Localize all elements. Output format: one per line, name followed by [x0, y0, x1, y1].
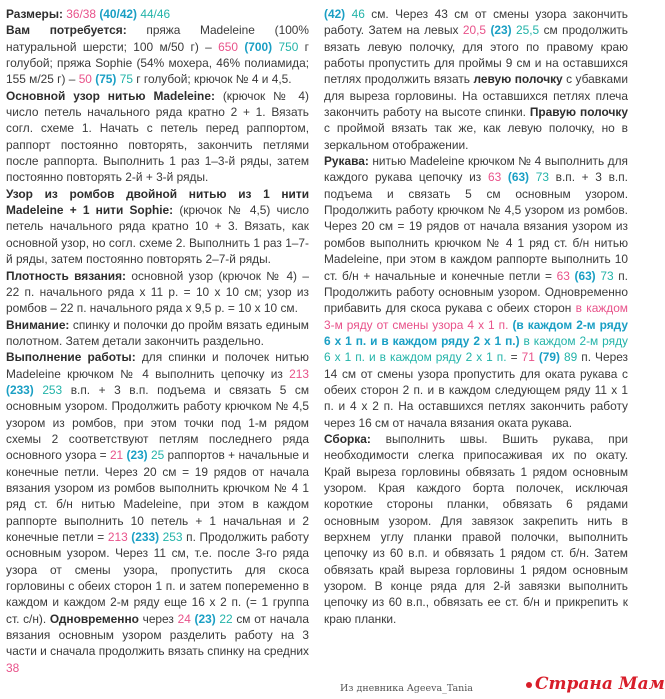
main-pattern-text: (крючок № 4) число петель начального ряда кратно 2 + 1. Вязать согл. схеме 1. Начать с петель перед раппортом, раппорт постоянно повторять, закончить петлями после раппорта. Выполнить 1 раз 1–3-й ряды, затем постоянно повторять 2-й + 3-й ряды.	[6, 88, 309, 185]
work-l: 22	[219, 611, 233, 626]
rhomb-pattern-label: Узор из ромбов двойной нитью из 1 нити Madeleine + 1 нити Sophie:	[6, 186, 309, 218]
size-a: 36/38	[66, 7, 97, 21]
materials-c: 750	[278, 39, 299, 54]
work-k: (23)	[194, 611, 216, 626]
right-c: 20,5	[462, 23, 487, 38]
watermark-text: Страна Мам	[535, 674, 665, 694]
work-text-5: через	[142, 611, 174, 626]
sleeves-text-1: нитью Madeleine крючком № 4 выполнить для каждого рукава цепочку из	[324, 154, 628, 185]
credit-line: Из дневника Ageeva_Tania	[340, 683, 473, 694]
work-c: 253	[42, 382, 63, 397]
sleeves-l: 89	[564, 350, 578, 365]
left-column	[6, 6, 309, 676]
attention-paragraph	[6, 317, 309, 350]
right-text-3: с убавками для выреза горловины. На оставшихся петлях плеча закончить работу на высоте спинки.	[324, 72, 628, 120]
materials-text-2: г голубой; пряжа Sophie (54% мохера, 46% полиамида; 155 м/25 г) –	[6, 39, 310, 87]
work-e: (23)	[126, 448, 148, 463]
sleeves-k: (79)	[538, 350, 560, 365]
sleeves-text-5: п. Через 14 см от смены узора пропустить для оката рукава с обеих сторон 2 п. и в каждом следующем ряду 11 х 1 п. и 4 х 2 п. На оставшихся петлях закончить работу через 16 см от начала вязания оката рукава.	[324, 350, 629, 430]
density-label: Плотность вязания:	[6, 268, 126, 283]
work-b: (233)	[6, 382, 34, 397]
work-h: (233)	[131, 530, 160, 544]
size-c: 44/46	[140, 7, 171, 21]
work-text-3: раппортов + начальные и конечные петли. Через 20 см = 19 рядов от начала вязания узором из ромбов выполнить крючком № 4 1 ряд ст. б/н нитью Madeleine, при этом в каждом раппорте выполнить 10 петель + 1 начальная и 2 конечные петли =	[6, 448, 309, 544]
materials-text-1: пряжа Madeleine (100% натуральной шерсти; 100 м/50 г) –	[6, 23, 309, 54]
work-label-2: Одновременно	[49, 611, 139, 626]
materials-e: (75)	[95, 72, 117, 87]
materials-a: 650	[218, 39, 238, 54]
work-text-6: см от начала вязания основным узором разделить работу на 3 части и сначала продолжить вязать спинку на средних	[6, 611, 309, 659]
sleeves-a: 63	[487, 170, 502, 185]
work-text-4: п. Продолжить работу основным узором. Через 11 см, т.е. после 3-го ряда узора от смены узора, пропустить для скоса горловины с обеих сторон 1 п. и затем попеременно в каждом и каждом 2-м ряду еще 16 х 2 п. (= 1 группа ст. с/н).	[6, 530, 309, 626]
sleeves-e: (63)	[574, 268, 596, 283]
watermark-logo	[526, 674, 665, 694]
work-m: 38	[6, 660, 20, 675]
density-text: основной узор (крючок № 4) – 22 п. начального ряда х 11 р. = 10 х 10 см; узор из ромбов – 22 п. начального ряда х 9,5 р. = 10 х 10 см.	[6, 268, 309, 316]
sleeves-g: в каждом 3-м ряду от смены узора 4 х 1 п.	[324, 301, 628, 332]
sleeves-text-3: п. Продолжить работу основным узором. Одновременно прибавить для скоса рукава с обеих сторон	[324, 268, 628, 316]
right-a: (42)	[324, 7, 346, 21]
work-text-2: в.п. + 3 в.п. подъема и связать 5 см основным узором. Продолжить работу крючком № 4,5 узором из ромбов, при этом точки под 1-м рядом схемы 2 соответствуют петлям последнего ряда основного узора =	[6, 382, 309, 463]
right-front-label: Правую полочку	[529, 105, 628, 120]
work-j: 24	[177, 611, 191, 626]
sizes-label: Размеры:	[6, 7, 63, 21]
sleeves-f: 73	[600, 268, 614, 283]
main-pattern-label: Основной узор нитью Madeleine:	[6, 88, 215, 103]
sleeves-h: (в каждом 2-м ряду 6 х 1 п. и в каждом ряду 2 х 1 п.)	[324, 317, 628, 348]
sleeves-i: в каждом 2-м ряду 6 х 1 п. и в каждом ряду 2 х 1 п.	[324, 333, 628, 365]
work-text-1: для спинки и полочек нитью Madeleine крючком № 4 выполнить цепочку из	[6, 350, 309, 381]
sleeves-d: 63	[556, 268, 570, 283]
materials-label: Вам потребуется:	[6, 23, 127, 38]
logo-dot-icon	[526, 682, 532, 688]
size-b: (40/42)	[99, 7, 138, 21]
assembly-paragraph	[324, 431, 628, 627]
materials-b: (700)	[244, 39, 273, 54]
attention-label: Внимание:	[6, 317, 70, 332]
back-continued-paragraph	[324, 6, 628, 153]
right-text-1: см. Через 43 см от смены узора закончить работу. Затем на левых	[324, 7, 628, 38]
assembly-label: Сборка:	[324, 431, 371, 446]
work-d: 21	[109, 448, 124, 463]
right-b: 46	[351, 7, 365, 21]
work-g: 213	[107, 530, 128, 544]
rhomb-pattern-paragraph	[6, 186, 309, 268]
sleeves-text-4: =	[510, 350, 518, 365]
work-i: 253	[162, 530, 183, 544]
sleeves-b: (63)	[507, 170, 530, 185]
density-paragraph	[6, 268, 309, 317]
work-label: Выполнение работы:	[6, 350, 136, 365]
sleeves-label: Рукава:	[324, 154, 369, 169]
materials-d: 50	[78, 72, 92, 87]
materials-f: 75	[119, 72, 133, 87]
right-text-2: см продолжить вязать левую полочку, для этого по правому краю работы пропустить для проймы 9 см и на оставшихся петлях продолжить вязать	[324, 23, 628, 87]
right-e: 25,5	[516, 23, 540, 38]
right-column	[324, 6, 628, 627]
sleeves-text-2: в.п. + 3 в.п. подъема и связать 5 см основным узором. Продолжить работу крючком № 4,5 узором из ромбов. Через 20 см = 19 рядов от начала вязания узором из ромбов выполнить крючком № 4 1 ряд ст. б/н нитью Madeleine, при этом в каждом раппорте выполнить 10 ст. б/н + начальные и конечные петли =	[324, 170, 628, 283]
work-a: 213	[289, 366, 309, 381]
attention-text: спинку и полочки до пройм вязать единым полотном. Затем детали закончить раздельно.	[6, 317, 309, 348]
sleeves-c: 73	[535, 170, 549, 185]
sizes-paragraph	[6, 6, 309, 22]
sleeves-paragraph	[324, 153, 628, 431]
left-front-label: левую полочку	[473, 72, 563, 87]
main-pattern-paragraph	[6, 88, 309, 186]
work-paragraph	[6, 349, 309, 676]
work-f: 25	[150, 448, 165, 463]
right-text-4: с проймой вязать так же, как левую полочку, но в зеркальном отображении.	[324, 121, 628, 152]
materials-paragraph	[6, 22, 309, 87]
rhomb-pattern-text: (крючок № 4,5) число петель начального ряда кратно 10 + 3. Вязать, как основной узор, но согл. схеме 2. Выполнить 1 раз 1–7-й ряды, затем постоянно повторять 2–7-й ряды.	[6, 203, 310, 267]
right-d: (23)	[490, 23, 512, 38]
materials-text-3: г голубой; крючок № 4 и 4,5.	[136, 72, 292, 87]
sleeves-j: 71	[521, 350, 535, 365]
assembly-text: выполнить швы. Вшить рукава, при необходимости слегка припосаживая их по окату. Край выреза горловины обвязать 1 рядом основным узором. Края каждого борта полочек, исключая короткие стороны планки, обвязать 6 рядами основным узором. Для завязок закрепить нить в верхнем углу планки правой полочки, выполнить цепочку из 60 в.п. и обвязать 1 рядом ст. б/н. Затем обвязать край выреза горловины 1 рядом основным узором. В конце ряда для 2-й завязки выполнить цепочку из 60 в.п., обвязать ее ст. б/н и прикрепить к краю планки.	[324, 431, 628, 626]
